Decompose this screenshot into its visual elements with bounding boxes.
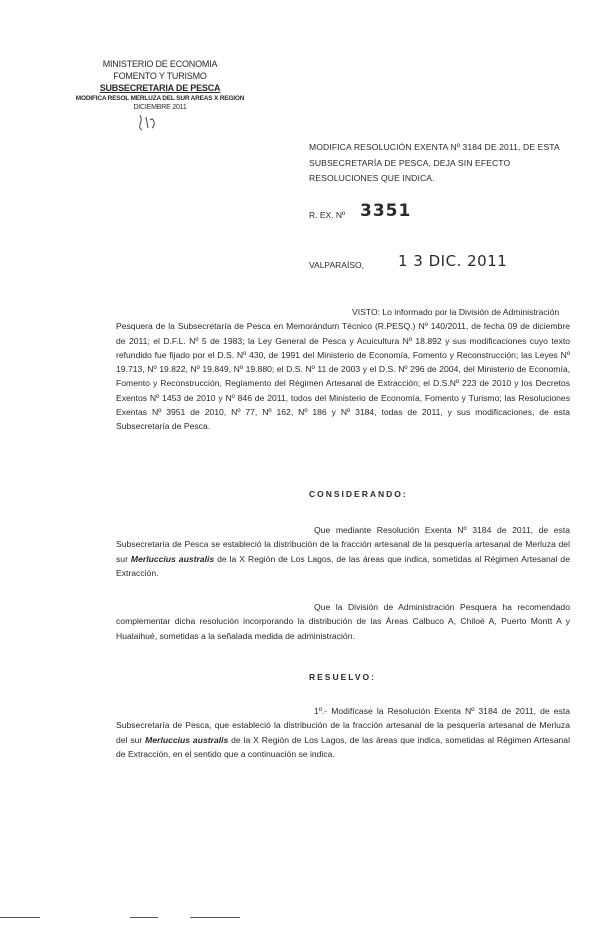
document-month: DICIEMBRE 2011 [133,104,187,111]
resolution-number-label: R. EX. Nº [309,210,346,220]
issue-date-stamp: 1 3 DIC. 2011 [398,252,508,270]
initials-signature-icon [100,112,170,132]
undersecretariat-name: SUBSECRETARIA DE PESCA [99,83,221,93]
considerando-paragraph-1 [116,523,570,580]
visto-body: Pesquera de la Subsecretaría de Pesca en Memorándum Técnico (R.PESQ.) Nº 140/2011, de fecha 09 de diciembre de 2011; el D.F.L. Nº 5 de 1983; la Ley General de Pesca y Acuicultura Nº 18.892 y sus modificaciones cuyo texto refundido fue fijado por el D.S. Nº 430, de 1991 del Ministerio de Economía, Fomento y Reconstrucción; las Leyes Nº 19.713, Nº 19.822, Nº 19.849, Nº 19.880; el D.S. Nº 11 de 2003 y el D.S. Nº 296 de 2004, del Ministerio de Economía, Fomento y Reconstrucción, Reglamento del Régimen Artesanal de Extracción; el D.S.Nº 223 de 2010 y los Decretos Exentos Nº 1453 de 2010 y Nº 846 de 2011, todos del Ministerio de Economía, Fomento y Turismo; las Resoluciones Exentas Nº 3951 de 2010, Nº 77, Nº 162, Nº 186 y Nº 3184, todas de 2011, y sus modificaciones, de esta Subsecretaría de Pesca. [116,321,570,432]
footer-rule-1 [0,917,40,918]
resolution-number: 3351 [360,201,412,221]
resolution-subject: MODIFICA RESOLUCIÓN EXENTA Nº 3184 DE 2011, DE ESTA SUBSECRETARÍA DE PESCA, DEJA SIN EFECTO RESOLUCIONES QUE INDICA. [309,142,560,183]
species-name-2: Merluccius australis [145,734,229,745]
resuelvo-1-text-b: de la X Región de Los Lagos, de las áreas que indica, sometidas al Régimen Artesanal de Extracción, en el sentido que a continuación se indica. [116,734,570,759]
visto-paragraph [116,305,570,434]
considerando-1-text-a: Que mediante Resolución Exenta Nº 3184 de 2011, de esta Subsecretaría de Pesca se estableció la distribución de la fracción artesanal de la pesquería artesanal de Merluza del sur [116,525,570,564]
species-name: Merluccius australis [130,553,215,564]
ministry-subtitle: FOMENTO Y TURISMO [113,71,207,81]
issue-city: VALPARAÍSO, [309,260,364,270]
resuelvo-1-text-a: 1º.- Modifícase la Resolución Exenta Nº 3184 de 2011, de esta Subsecretaría de Pesca, que estableció la distribución de la fracción artesanal de la pesquería artesanal de Merluza del sur [116,706,570,745]
footer-rule-3 [190,917,240,918]
letterhead [60,58,260,112]
considerando-paragraph-2: Que la División de Administración Pesquera ha recomendado complementar dicha resolución incorporando la distribución de las Áreas Calbuco A, Chiloé A, Puerto Montt A y Hualaihué, sometidas a la señalada medida de administración. [116,602,570,641]
considerando-heading: CONSIDERANDO: [309,489,408,499]
resuelvo-heading: RESUELVO: [309,672,376,682]
footer-rule-2 [130,917,158,918]
ministry-name: MINISTERIO DE ECONOMIA [102,59,218,69]
document-code: MODIFICA RESOL MERLUZA DEL SUR AREAS X REGION [75,95,245,102]
considerando-1-text-b: de la X Región de Los Lagos, de las áreas que indica, sometidas al Régimen Artesanal de Extracción. [116,553,570,578]
visto-first-line: VISTO: Lo informado por la División de Administración [352,307,560,317]
resuelvo-paragraph-1 [116,704,570,761]
